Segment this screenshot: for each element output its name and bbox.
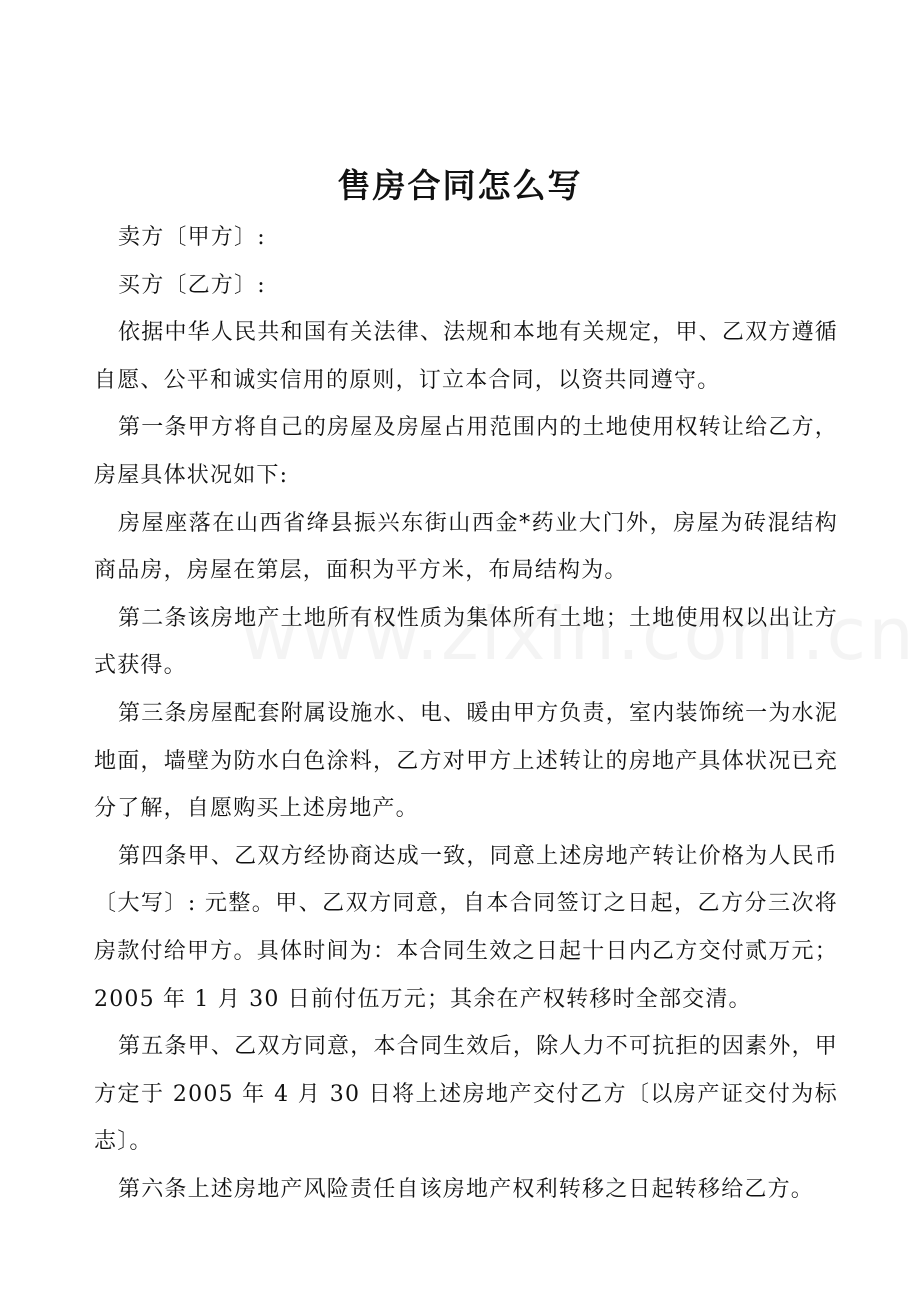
article-5-paragraph: 第五条甲、乙双方同意，本合同生效后，除人力不可抗拒的因素外，甲方定于 2005 年 4 月 30 日将上述房地产交付乙方〔以房产证交付为标志〕。 bbox=[94, 1034, 838, 1155]
article-2-paragraph: 第二条该房地产土地所有权性质为集体所有土地；土地使用权以出让方式获得。 bbox=[94, 605, 838, 679]
document-body bbox=[94, 214, 838, 1213]
seller-line: 卖方〔甲方〕: bbox=[118, 225, 266, 250]
article-3-paragraph: 第三条房屋配套附属设施水、电、暖由甲方负责，室内装饰统一为水泥地面，墙壁为防水白色涂料，乙方对甲方上述转让的房地产具体状况已充分了解，自愿购买上述房地产。 bbox=[94, 700, 838, 822]
buyer-line: 买方〔乙方〕: bbox=[118, 272, 266, 298]
article-6-paragraph: 第六条上述房地产风险责任自该房地产权利转移之日起转移给乙方。 bbox=[118, 1176, 815, 1202]
preamble-paragraph: 依据中华人民共和国有关法律、法规和本地有关规定，甲、乙双方遵循自愿、公平和诚实信用的原则，订立本合同，以资共同遵守。 bbox=[94, 320, 838, 393]
document-title: 售房合同怎么写 bbox=[337, 166, 583, 205]
article-1-paragraph: 第一条甲方将自己的房屋及房屋占用范围内的土地使用权转让给乙方，房屋具体状况如下: bbox=[94, 415, 838, 488]
property-description-paragraph: 房屋座落在山西省绛县振兴东街山西金*药业大门外，房屋为砖混结构商品房，房屋在第层，面积为平方米，布局结构为。 bbox=[94, 510, 838, 584]
article-4-paragraph: 第四条甲、乙双方经协商达成一致，同意上述房地产转让价格为人民币〔大写〕: 元整。甲、乙双方同意，自本合同签订之日起，乙方分三次将房款付给甲方。具体时间为：本合同生效之日起十日内乙方交付贰万元；2005 年 1 月 30 日前付伍万元；其余在产权转移时全部交清。 bbox=[94, 843, 838, 1012]
